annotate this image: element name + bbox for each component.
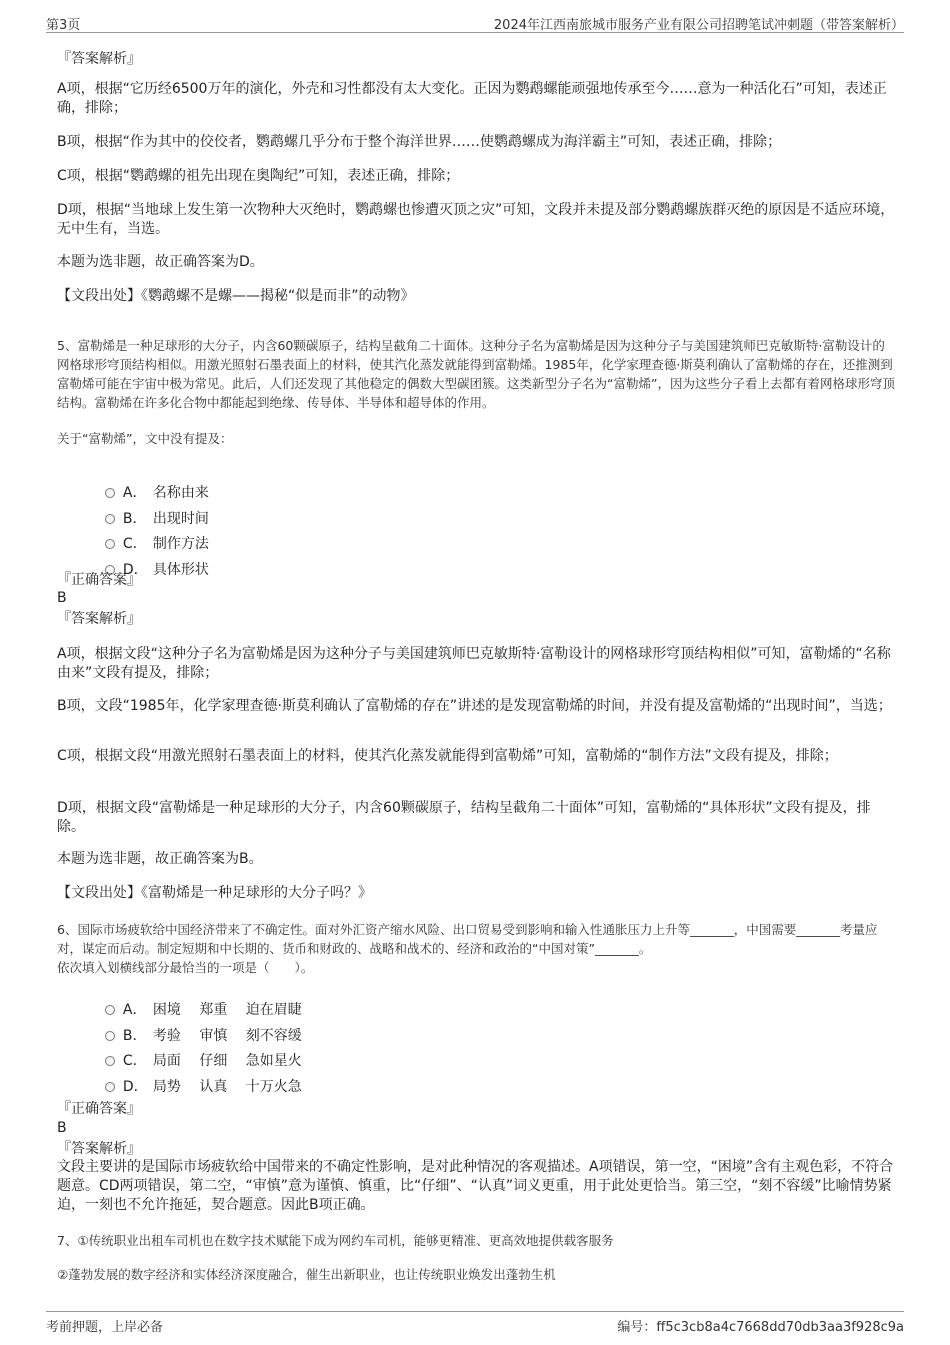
q4-analysis-a: A项，根据“它历经6500万年的演化，外壳和习性都没有太大变化。正因为鹦鹉螺能顽强地传承至今……意为一种活化石”可知，表述正确，排除； bbox=[57, 81, 887, 116]
q6-question: 依次填入划横线部分最恰当的一项是（ ）。 bbox=[57, 960, 314, 975]
q5-option-c[interactable]: C． 制作方法 bbox=[96, 517, 209, 553]
q5-analysis-label: 『答案解析』 bbox=[57, 611, 141, 627]
q6-stem: 6、国际市场疲软给中国经济带来了不确定性。面对外汇资产缩水风险、出口贸易受到影响和输入性通胀压力上升等_______，中国需要_______考量应对，谋定而后动。制定短期和中长期的、货币和财政的、战略和战术的、经济和政治的“中国对策”_______。 bbox=[57, 922, 878, 956]
q7-item-2: ②蓬勃发展的数字经济和实体经济深度融合，催生出新职业，也让传统职业焕发出蓬勃生机 bbox=[57, 1267, 556, 1282]
q5-stem: 5、富勒烯是一种足球形的大分子，内含60颗碳原子，结构呈截角二十面体。这种分子名为富勒烯是因为这种分子与美国建筑师巴克敏斯特·富勒设计的网格球形穹顶结构相似。用激光照射石墨表面上的材料，使其汽化蒸发就能得到富勒烯。1985年，化学家理查德·斯莫利确认了富勒烯的存在，还推测到富勒烯可能在宇宙中极为常见。此后，人们还发现了其他稳定的偶数大型碳团簇。这类新型分子名为“富勒烯”，因为这些分子看上去都有着网格球形穹顶结构。富勒烯在许多化合物中都能起到绝缘、传导体、半导体和超导体的作用。 bbox=[57, 338, 895, 410]
document-title: 2024年江西南旅城市服务产业有限公司招聘笔试冲刺题（带答案解析） bbox=[493, 18, 904, 33]
q5-option-b[interactable]: B． 出现时间 bbox=[96, 492, 209, 528]
page-header bbox=[46, 12, 904, 33]
q4-analysis-d: D项，根据“当地球上发生第一次物种大灭绝时，鹦鹉螺也惨遭灭顶之灾”可知，文段并未提及部分鹦鹉螺族群灭绝的原因是不适应环境，无中生有，当选。 bbox=[57, 202, 895, 237]
q5-answer-label: 『正确答案』 bbox=[57, 572, 141, 588]
q7-item-1: 7、①传统职业出租车司机也在数字技术赋能下成为网约车司机，能够更精准、更高效地提供载客服务 bbox=[57, 1233, 614, 1248]
q6-analysis: 文段主要讲的是国际市场疲软给中国带来的不确定性影响，是对此种情况的客观描述。A项错误，第一空，“困境”含有主观色彩，不符合题意。CD两项错误，第二空，“审慎”意为谨慎、慎重，比“仔细”、“认真”词义更重，用于此处更恰当。第三空，“刻不容缓”比喻情势紧迫，一刻也不允许拖延，契合题意。因此B项正确。 bbox=[57, 1159, 894, 1213]
q4-conclusion: 本题为选非题，故正确答案为D。 bbox=[57, 254, 264, 270]
q4-analysis-b: B项，根据“作为其中的佼佼者，鹦鹉螺几乎分布于整个海洋世界……使鹦鹉螺成为海洋霸主”可知，表述正确，排除； bbox=[57, 134, 782, 150]
q4-analysis-c: C项，根据“鹦鹉螺的祖先出现在奥陶纪”可知，表述正确，排除； bbox=[57, 168, 460, 184]
q6-answer-label: 『正确答案』 bbox=[57, 1101, 141, 1117]
q6-option-b[interactable]: B． 考验 审慎 刻不容缓 bbox=[96, 1009, 302, 1045]
radio-icon[interactable] bbox=[105, 1082, 115, 1092]
q6-option-c[interactable]: C． 局面 仔细 急如星火 bbox=[96, 1034, 302, 1070]
q6-option-d[interactable]: D． 局势 认真 十万火急 bbox=[96, 1060, 302, 1096]
q4-analysis-label: 『答案解析』 bbox=[57, 51, 141, 67]
page-number: 第3页 bbox=[46, 18, 81, 33]
q5-question: 关于“富勒烯”，文中没有提及： bbox=[57, 431, 233, 446]
q4-source: 【文段出处】《鹦鹉螺不是螺——揭秘“似是而非”的动物》 bbox=[57, 288, 415, 304]
q5-analysis-d: D项，根据文段“富勒烯是一种足球形的大分子，内含60颗碳原子，结构呈截角二十面体”可知，富勒烯的“具体形状”文段有提及，排除。 bbox=[57, 800, 871, 835]
q5-source: 【文段出处】《富勒烯是一种足球形的大分子吗？》 bbox=[57, 885, 372, 901]
page-footer bbox=[46, 1311, 904, 1336]
q5-analysis-b: B项，文段“1985年，化学家理查德·斯莫利确认了富勒烯的存在”讲述的是发现富勒烯的时间，并没有提及富勒烯的“出现时间”，当选； bbox=[57, 698, 892, 714]
q5-option-a[interactable]: A． 名称由来 bbox=[96, 466, 209, 502]
q5-answer: B bbox=[57, 590, 67, 606]
q5-conclusion: 本题为选非题，故正确答案为B。 bbox=[57, 851, 263, 867]
q6-option-a[interactable]: A． 困境 郑重 迫在眉睫 bbox=[96, 983, 302, 1019]
q5-option-d[interactable]: D． 具体形状 bbox=[96, 543, 209, 579]
document-id: 编号：ff5c3cb8a4c7668dd70db3aa3f928c9a bbox=[617, 1320, 904, 1335]
q6-analysis-label: 『答案解析』 bbox=[57, 1141, 141, 1157]
q5-analysis-c: C项，根据文段“用激光照射石墨表面上的材料，使其汽化蒸发就能得到富勒烯”可知，富勒烯的“制作方法”文段有提及，排除； bbox=[57, 748, 838, 764]
q6-answer: B bbox=[57, 1120, 67, 1136]
q5-analysis-a: A项，根据文段“这种分子名为富勒烯是因为这种分子与美国建筑师巴克敏斯特·富勒设计的网格球形穹顶结构相似”可知，富勒烯的“名称由来”文段有提及，排除； bbox=[57, 646, 891, 681]
footer-slogan: 考前押题，上岸必备 bbox=[46, 1320, 164, 1335]
